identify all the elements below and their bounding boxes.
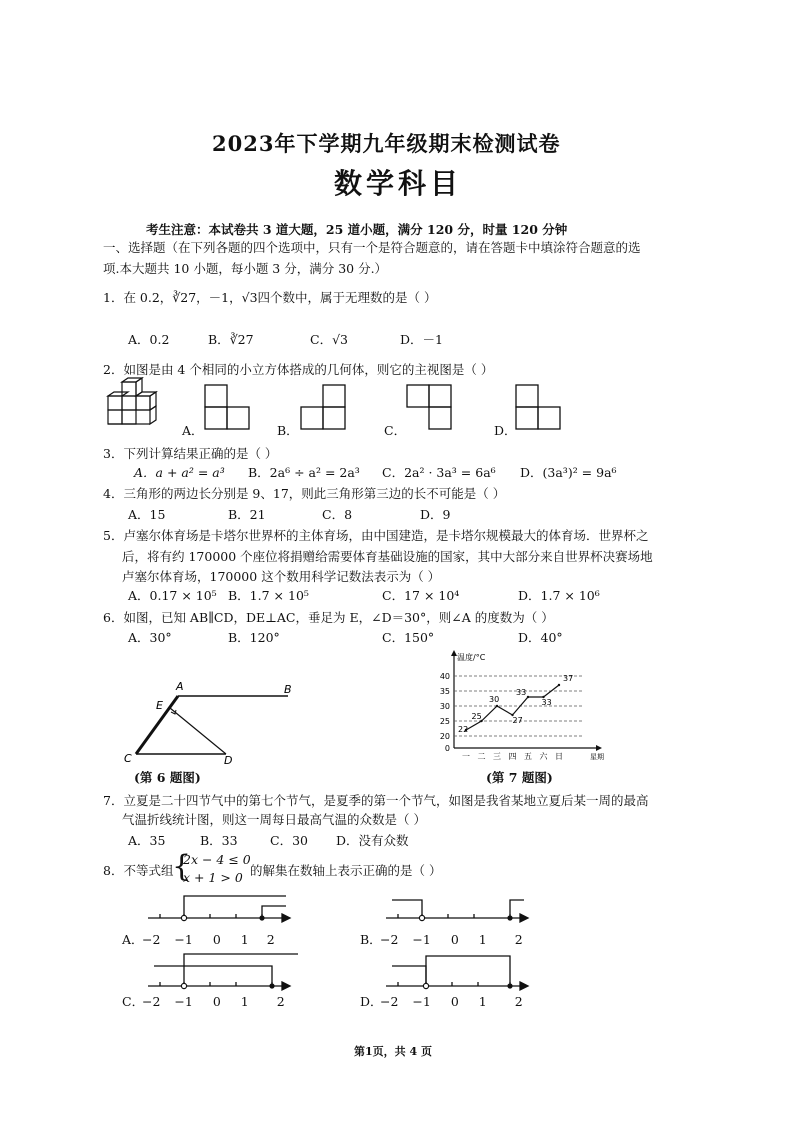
- q5-line3: 卢塞尔体育场，170000 这个数用科学记数法表示为（ ）: [122, 569, 441, 584]
- q6-option-b: B．120°: [228, 630, 280, 645]
- q7-line-chart: [426, 648, 604, 766]
- chart-point: [558, 684, 560, 686]
- q3-stem: 3．下列计算结果正确的是（ ）: [103, 446, 278, 461]
- q4-option-d: D．9: [420, 507, 451, 522]
- q7-option-c: C．30: [270, 833, 308, 848]
- q3-option-b: B．2a⁶ ÷ a² = 2a³: [248, 465, 360, 480]
- q8-tick: −1: [412, 994, 431, 1009]
- q6-option-d: D．40°: [518, 630, 563, 645]
- exam-notice: 考生注意：本试卷共 3 道大题，25 道小题，满分 120 分，时量 120 分钟: [146, 222, 568, 237]
- q8-ineq-1: 2x − 4 ≤ 0: [183, 852, 251, 867]
- q5-option-a: A．0.17 × 10⁵: [128, 588, 217, 603]
- q5-option-d: D．1.7 × 10⁶: [518, 588, 600, 603]
- chart-data-label: 22: [458, 725, 469, 734]
- q8-tick: 0: [212, 932, 221, 947]
- q8-b-ticks: [380, 932, 523, 948]
- q2-view-a: [204, 384, 252, 432]
- chart-data-label: 33: [516, 688, 527, 697]
- chart-x-axis-label: 星期: [590, 753, 604, 761]
- q8-a-ticks: [142, 932, 275, 948]
- q4-option-c: C．8: [322, 507, 353, 522]
- q3-option-d: D．(3a³)² = 9a⁶: [520, 465, 617, 480]
- q6-label-e: E: [156, 699, 163, 712]
- q2-view-d: [515, 384, 563, 432]
- q1-option-c: C．√3: [310, 332, 348, 347]
- chart-x-tick-label: 日: [555, 752, 563, 761]
- q8-tick: 1: [240, 994, 249, 1009]
- q8-c-ticks: [142, 994, 285, 1010]
- q5-line1: 5．卢塞尔体育场是卡塔尔世界杯的主体育场，由中国建造，是卡塔尔规模最大的体育场．世界杯之: [103, 528, 649, 543]
- q4-option-a: A．15: [128, 507, 166, 522]
- q8-tick: 1: [478, 932, 487, 947]
- q5-option-b: B．1.7 × 10⁵: [228, 588, 309, 603]
- q4-stem: 4．三角形的两边长分别是 9、17，则此三角形第三边的长不可能是（ ）: [103, 486, 506, 501]
- q2-option-d: D．: [494, 423, 517, 438]
- chart-point: [496, 705, 498, 707]
- q7-line1: 7．立夏是二十四节气中的第七个节气，是夏季的第一个节气，如图是我省某地立夏后某一周的最高: [103, 793, 649, 808]
- section1-line1: 一、选择题（在下列各题的四个选项中，只有一个是符合题意的，请在答题卡中填涂符合题意的选: [103, 240, 641, 255]
- q1-stem: 1．在 0.2，∛27，－1，√3四个数中，属于无理数的是（ ）: [103, 290, 437, 305]
- q5-line2: 后，将有约 170000 个座位将捐赠给需要体育基础设施的国家，其中大部分来自世界杯决赛场地: [122, 549, 653, 564]
- page-footer: 第1页，共 4 页: [354, 1045, 432, 1058]
- q2-stem: 2．如图是由 4 个相同的小立方体搭成的几何体，则它的主视图是（ ）: [103, 362, 494, 377]
- q6-caption: (第 6 题图): [134, 770, 201, 785]
- q8-tick: 0: [450, 932, 459, 947]
- q8-suffix: 的解集在数轴上表示正确的是（ ）: [250, 863, 442, 878]
- chart-data-label: 25: [471, 712, 482, 721]
- q6-label-c: C: [124, 752, 132, 765]
- chart-x-tick-label: 二: [477, 752, 486, 761]
- chart-y-tick-label: 25: [439, 717, 450, 726]
- q6-label-b: B: [284, 683, 292, 696]
- q8-system-brace: {: [172, 849, 192, 884]
- q3-option-a: A．a + a² = a³: [134, 465, 225, 480]
- q8-option-d: D．: [360, 994, 383, 1009]
- q1-option-b: B．∛27: [208, 332, 254, 347]
- q8-tick: 1: [240, 932, 249, 947]
- chart-x-tick-label: 四: [508, 752, 517, 761]
- q4-option-b: B．21: [228, 507, 266, 522]
- q8-tick: −1: [174, 932, 193, 947]
- q8-tick: 2: [514, 932, 523, 947]
- q6-label-d: D: [224, 754, 233, 767]
- chart-x-tick-label: 三: [493, 752, 501, 761]
- chart-x-tick-label: 五: [524, 752, 532, 761]
- q5-option-c: C．17 × 10⁴: [382, 588, 460, 603]
- chart-data-label: 27: [512, 716, 523, 725]
- q7-option-b: B．33: [200, 833, 238, 848]
- q2-option-c: C．: [384, 423, 407, 438]
- q8-tick: −2: [142, 932, 161, 947]
- q7-caption: (第 7 题图): [486, 770, 553, 785]
- q7-line2: 气温折线统计图，则这一周每日最高气温的众数是（ ）: [122, 812, 426, 827]
- q8-d-ticks: [380, 994, 523, 1010]
- chart-y-tick-label: 20: [439, 732, 450, 741]
- q8-tick: 2: [514, 994, 523, 1009]
- q6-geometry-figure: [118, 676, 308, 768]
- q8-prefix: 8．不等式组: [103, 863, 174, 878]
- chart-data-label: 33: [541, 698, 552, 707]
- q8-tick: 1: [478, 994, 487, 1009]
- chart-y-tick-label: 0: [444, 744, 450, 753]
- q8-tick: −2: [380, 932, 399, 947]
- q2-view-c: [406, 384, 454, 432]
- chart-x-tick-label: 六: [539, 752, 548, 761]
- q8-tick: 0: [212, 994, 221, 1009]
- q2-view-b: [300, 384, 348, 432]
- q7-option-d: D．没有众数: [336, 833, 409, 848]
- exam-title: 2023年下学期九年级期末检测试卷: [212, 131, 561, 156]
- q8-tick: 2: [266, 932, 275, 947]
- chart-x-tick-label: 一: [462, 752, 470, 761]
- section1-line2: 项.本大题共 10 小题，每小题 3 分，满分 30 分.）: [103, 261, 388, 276]
- q8-tick: −2: [380, 994, 399, 1009]
- subject-title: 数学科目: [334, 167, 463, 200]
- q8-tick: 0: [450, 994, 459, 1009]
- q8-tick: −1: [174, 994, 193, 1009]
- q1-option-d: D．－1: [400, 332, 443, 347]
- q7-option-a: A．35: [128, 833, 166, 848]
- q8-option-a: A．: [122, 932, 144, 947]
- chart-point: [527, 696, 529, 698]
- chart-x-arrow: [596, 745, 602, 751]
- q6-option-a: A．30°: [128, 630, 172, 645]
- q8-tick: −2: [142, 994, 161, 1009]
- chart-data-label: 30: [489, 695, 500, 704]
- q6-option-c: C．150°: [382, 630, 435, 645]
- q2-cube-figure: [100, 378, 162, 436]
- q8-tick: 2: [276, 994, 285, 1009]
- q8-option-c: C．: [122, 994, 145, 1009]
- chart-y-tick-label: 40: [439, 672, 450, 681]
- chart-y-tick-label: 35: [439, 687, 450, 696]
- chart-data-label: 37: [563, 674, 574, 683]
- q8-ineq-2: x + 1 > 0: [183, 870, 243, 885]
- q3-option-c: C．2a² · 3a³ = 6a⁶: [382, 465, 496, 480]
- q8-tick: −1: [412, 932, 431, 947]
- q6-stem: 6．如图，已知 AB∥CD，DE⊥AC，垂足为 E，∠D＝30°，则∠A 的度数为（ ）: [103, 610, 554, 625]
- q2-option-a: A．: [182, 423, 204, 438]
- q2-option-b: B．: [277, 423, 299, 438]
- chart-y-tick-label: 30: [439, 702, 450, 711]
- chart-y-axis-label: 温度/°C: [457, 653, 486, 662]
- q1-option-a: A．0.2: [128, 332, 170, 347]
- q6-label-a: A: [176, 680, 184, 693]
- q8-option-b: B．: [360, 932, 382, 947]
